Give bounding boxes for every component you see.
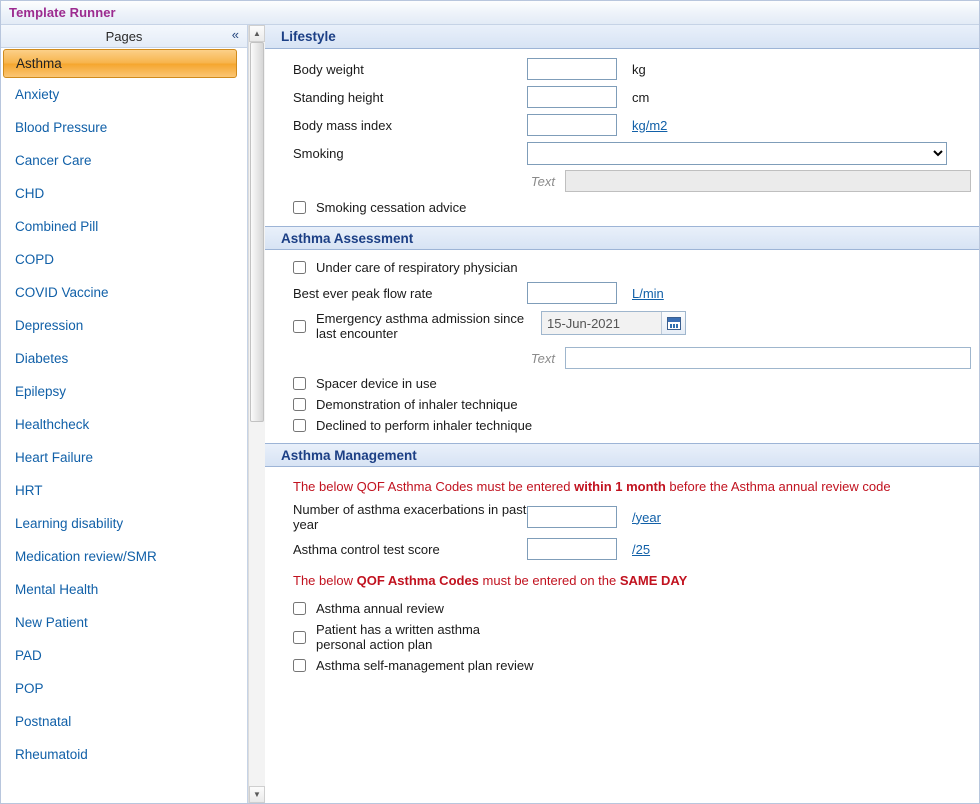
- smoking-cessation-advice-label: Smoking cessation advice: [316, 200, 467, 215]
- row-declined-inhaler[interactable]: [265, 415, 979, 436]
- self-management-plan-review-label: Asthma self-management plan review: [316, 658, 534, 673]
- section-title: Asthma Management: [281, 447, 417, 463]
- section-header-asthma-management: [265, 443, 979, 467]
- pages-sidebar: [1, 25, 248, 803]
- peak-flow-label: Best ever peak flow rate: [293, 285, 433, 301]
- sidebar-item-combined-pill[interactable]: [1, 210, 247, 243]
- calendar-icon[interactable]: [661, 312, 685, 334]
- warning-1-part1: The below QOF Asthma Codes must be entered: [293, 479, 575, 494]
- section-header-lifestyle: [265, 25, 979, 49]
- declined-inhaler-label: Declined to perform inhaler technique: [316, 418, 533, 433]
- sidebar-item-diabetes[interactable]: [1, 342, 247, 375]
- row-smoking-cessation-advice[interactable]: [265, 196, 979, 219]
- sidebar-item-label: Healthcheck: [15, 417, 90, 432]
- sidebar-item-learning-disability[interactable]: [1, 507, 247, 540]
- sidebar-item-label: PAD: [15, 648, 42, 663]
- row-peak-flow: [265, 279, 979, 307]
- sidebar-item-pad[interactable]: [1, 639, 247, 672]
- asthma-annual-review-checkbox[interactable]: [293, 602, 306, 615]
- act-score-label: Asthma control test score: [293, 541, 440, 557]
- pages-header-label: Pages: [105, 28, 143, 44]
- section-body-asthma-assessment: [265, 250, 979, 443]
- sidebar-item-label: Anxiety: [15, 87, 60, 102]
- warning-2-bold1: QOF Asthma Codes: [356, 573, 479, 588]
- sidebar-item-label: Depression: [15, 318, 84, 333]
- sidebar-item-label: Cancer Care: [15, 153, 92, 168]
- peak-flow-input[interactable]: [527, 282, 617, 304]
- bmi-input[interactable]: [527, 114, 617, 136]
- smoking-cessation-advice-checkbox[interactable]: [293, 201, 306, 214]
- sidebar-item-label: Rheumatoid: [15, 747, 88, 762]
- sidebar-item-label: CHD: [15, 186, 45, 201]
- sidebar-item-mental-health[interactable]: [1, 573, 247, 606]
- emergency-admission-label: Emergency asthma admission since last encounter: [316, 311, 525, 341]
- exacerbations-label: Number of asthma exacerbations in past year: [293, 502, 527, 532]
- pages-header: [1, 25, 247, 48]
- row-written-plan[interactable]: [265, 619, 979, 655]
- sidebar-item-heart-failure[interactable]: [1, 441, 247, 474]
- exacerbations-unit-link[interactable]: /year: [632, 509, 661, 525]
- warning-2-part1: The below: [293, 573, 357, 588]
- sidebar-item-label: Postnatal: [15, 714, 72, 729]
- sidebar-item-covid-vaccine[interactable]: [1, 276, 247, 309]
- standing-height-unit: cm: [632, 89, 650, 105]
- respiratory-physician-checkbox[interactable]: [293, 261, 306, 274]
- row-body-mass-index: [265, 111, 979, 139]
- sidebar-item-new-patient[interactable]: [1, 606, 247, 639]
- sidebar-item-label: Blood Pressure: [15, 120, 108, 135]
- sidebar-item-anxiety[interactable]: [1, 78, 247, 111]
- form-panel: [265, 25, 979, 803]
- row-act-score: [265, 535, 979, 563]
- sidebar-item-label: COVID Vaccine: [15, 285, 109, 300]
- window-title: Template Runner: [9, 5, 116, 20]
- sidebar-item-label: Epilepsy: [15, 384, 67, 399]
- row-emergency-admission[interactable]: [265, 307, 979, 345]
- pages-list: [1, 48, 247, 803]
- smoking-text-input[interactable]: [565, 170, 971, 192]
- row-self-management[interactable]: [265, 655, 979, 676]
- emergency-text-input[interactable]: [565, 347, 971, 369]
- sidebar-item-pop[interactable]: [1, 672, 247, 705]
- sidebar-item-label: Learning disability: [15, 516, 124, 531]
- sidebar-item-postnatal[interactable]: [1, 705, 247, 738]
- sidebar-scrollbar[interactable]: [248, 25, 265, 803]
- row-smoking: [265, 139, 979, 168]
- warning-2-bold2: SAME DAY: [619, 573, 688, 588]
- peak-flow-unit-link[interactable]: L/min: [632, 285, 664, 301]
- sidebar-scroll-track[interactable]: [249, 42, 265, 786]
- row-respiratory-physician[interactable]: [265, 256, 979, 279]
- sidebar-item-chd[interactable]: [1, 177, 247, 210]
- sidebar-item-asthma[interactable]: [3, 49, 237, 78]
- sidebar-item-label: HRT: [15, 483, 43, 498]
- act-score-input[interactable]: [527, 538, 617, 560]
- window-body: [1, 25, 979, 803]
- title-bar: [1, 1, 979, 25]
- scroll-down-icon[interactable]: ▼: [249, 786, 265, 803]
- sidebar-scroll-thumb[interactable]: [250, 42, 264, 422]
- body-weight-label: Body weight: [293, 61, 364, 77]
- emergency-text-label: Text: [530, 350, 555, 366]
- sidebar-item-label: Diabetes: [15, 351, 69, 366]
- smoking-select[interactable]: [527, 142, 947, 165]
- sidebar-item-copd[interactable]: [1, 243, 247, 276]
- spacer-device-checkbox[interactable]: [293, 377, 306, 390]
- collapse-sidebar-icon[interactable]: «: [231, 27, 239, 42]
- sidebar-item-label: POP: [15, 681, 44, 696]
- declined-inhaler-checkbox[interactable]: [293, 419, 306, 432]
- warning-1-bold: within 1 month: [574, 479, 666, 494]
- self-management-plan-review-checkbox[interactable]: [293, 659, 306, 672]
- scroll-up-icon[interactable]: ▲: [249, 25, 265, 42]
- row-spacer-device[interactable]: [265, 373, 979, 394]
- sidebar-item-blood-pressure[interactable]: [1, 111, 247, 144]
- written-action-plan-label: Patient has a written asthma personal action plan: [316, 622, 481, 652]
- standing-height-label: Standing height: [293, 89, 384, 105]
- section-body-asthma-management: [265, 467, 979, 683]
- sidebar-item-epilepsy[interactable]: [1, 375, 247, 408]
- row-smoking-text: [265, 168, 979, 196]
- section-title: Asthma Assessment: [281, 230, 414, 246]
- sidebar-item-label: Medication review/SMR: [15, 549, 157, 564]
- demonstration-inhaler-label: Demonstration of inhaler technique: [316, 397, 518, 412]
- sidebar-item-label: New Patient: [15, 615, 88, 630]
- warning-1-part2: before the Asthma annual review code: [665, 479, 891, 494]
- row-body-weight: [265, 55, 979, 83]
- sidebar-item-depression[interactable]: [1, 309, 247, 342]
- demonstration-inhaler-checkbox[interactable]: [293, 398, 306, 411]
- exacerbations-input[interactable]: [527, 506, 617, 528]
- sidebar-item-label: Heart Failure: [15, 450, 94, 465]
- sidebar-item-healthcheck[interactable]: [1, 408, 247, 441]
- date-value: 15-Jun-2021: [547, 315, 620, 331]
- management-warning-1: [265, 473, 979, 499]
- row-emergency-text: [265, 345, 979, 373]
- row-exacerbations: [265, 499, 979, 535]
- section-body-lifestyle: [265, 49, 979, 226]
- management-warning-2: [265, 563, 979, 598]
- body-weight-input[interactable]: [527, 58, 617, 80]
- bmi-label: Body mass index: [293, 117, 392, 133]
- sidebar-item-label: Combined Pill: [15, 219, 99, 234]
- warning-2-part2: must be entered on the: [478, 573, 620, 588]
- row-standing-height: [265, 83, 979, 111]
- date-field[interactable]: [541, 311, 686, 335]
- sidebar-item-rheumatoid[interactable]: [1, 738, 247, 771]
- section-title: Lifestyle: [281, 29, 336, 44]
- row-annual-review[interactable]: [265, 598, 979, 619]
- asthma-annual-review-label: Asthma annual review: [316, 601, 444, 616]
- emergency-admission-datepicker[interactable]: [541, 311, 686, 335]
- act-score-unit-link[interactable]: /25: [632, 541, 651, 557]
- row-demo-inhaler[interactable]: [265, 394, 979, 415]
- section-header-asthma-assessment: [265, 226, 979, 250]
- smoking-label: Smoking: [293, 146, 344, 161]
- written-action-plan-checkbox[interactable]: [293, 631, 306, 644]
- bmi-unit-link[interactable]: kg/m2: [632, 117, 668, 133]
- smoking-text-label: Text: [530, 173, 555, 189]
- sidebar-item-label: Mental Health: [15, 582, 99, 597]
- emergency-admission-checkbox[interactable]: [293, 320, 306, 333]
- spacer-device-label: Spacer device in use: [316, 376, 437, 391]
- sidebar-item-label: Asthma: [16, 56, 62, 71]
- sidebar-item-medication-review-smr[interactable]: [1, 540, 247, 573]
- sidebar-item-hrt[interactable]: [1, 474, 247, 507]
- sidebar-item-label: COPD: [15, 252, 55, 267]
- standing-height-input[interactable]: [527, 86, 617, 108]
- body-weight-unit: kg: [632, 61, 646, 77]
- sidebar-item-cancer-care[interactable]: [1, 144, 247, 177]
- respiratory-physician-label: Under care of respiratory physician: [316, 260, 518, 275]
